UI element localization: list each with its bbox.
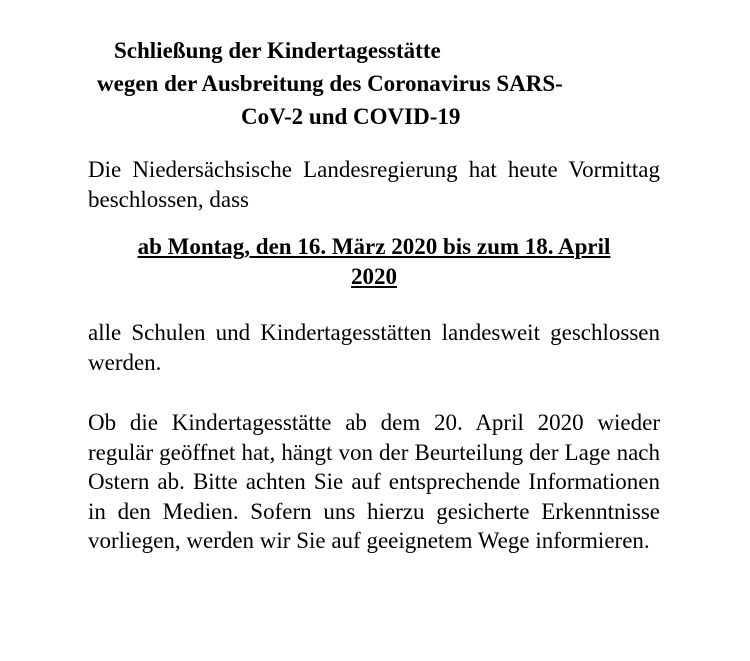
closure-paragraph: alle Schulen und Kindertagesstätten landesweit geschlossen werden. [88,320,660,375]
intro-paragraph: Die Niedersächsische Landesregierung hat heute Vormittag beschlossen, dass [88,157,660,212]
title-line-2: wegen der Ausbreitung des Coronavirus SARS- [97,71,563,96]
closure-period-line-2: 2020 [351,263,397,289]
closure-period [88,232,660,291]
notice-document [88,34,660,556]
closure-period-line-1: ab Montag, den 16. März 2020 bis zum 18. April [137,234,611,259]
outlook-paragraph: Ob die Kindertagesstätte ab dem 20. April 2020 wieder regulär geöffnet hat, hängt von der Beurteilung der Lage nach Ostern ab. Bitte achten Sie auf entsprechende Informationen in den Medien. Sofern uns hierzu gesicherte Erkenntnisse vorliegen, werden wir Sie auf geeignetem Wege informieren. [88,410,660,553]
notice-title [88,34,660,133]
title-line-1: Schließung der Kindertagesstätte [114,38,441,63]
title-line-3: CoV-2 und COVID-19 [241,104,461,129]
